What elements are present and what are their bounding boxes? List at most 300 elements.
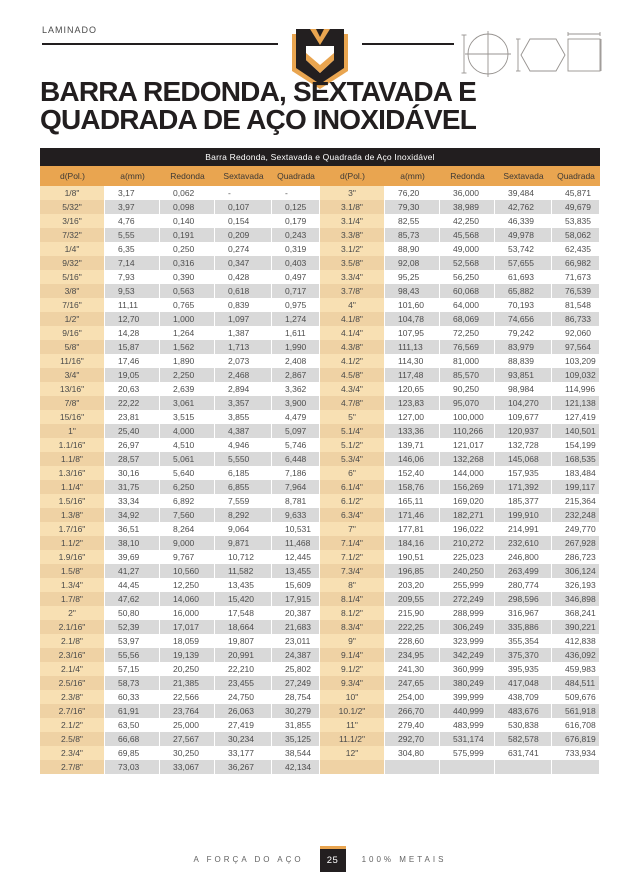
value-cell: 380,249 — [440, 676, 495, 690]
value-cell: 5,061 — [160, 452, 215, 466]
value-cell: 27,567 — [160, 732, 215, 746]
size-cell: 3/4" — [40, 368, 105, 382]
size-cell: 1.1/16" — [40, 438, 105, 452]
value-cell: 0,347 — [215, 256, 272, 270]
value-cell: 33,177 — [215, 746, 272, 760]
value-cell: 3,900 — [272, 396, 320, 410]
value-cell: 246,800 — [495, 550, 552, 564]
table-row — [40, 466, 600, 480]
value-cell: 346,898 — [552, 592, 600, 606]
column-header: Redonda — [170, 171, 205, 181]
value-cell: - — [272, 186, 320, 200]
table-caption: Barra Redonda, Sextavada e Quadrada de Aço Inoxidável — [40, 148, 600, 166]
value-cell: 70,193 — [495, 298, 552, 312]
size-cell: 2.5/16" — [40, 676, 105, 690]
value-cell: 90,250 — [440, 382, 495, 396]
value-cell: 101,60 — [385, 298, 440, 312]
value-cell: 42,134 — [272, 760, 320, 774]
value-cell: 575,999 — [440, 746, 495, 760]
size-cell: 1.5/16" — [40, 494, 105, 508]
size-cell: 2.3/16" — [40, 648, 105, 662]
value-cell: 4,479 — [272, 410, 320, 424]
table-row — [40, 606, 600, 620]
value-cell: 58,73 — [105, 676, 160, 690]
value-cell: 395,935 — [495, 662, 552, 676]
value-cell: 280,774 — [495, 578, 552, 592]
value-cell: 13,435 — [215, 578, 272, 592]
value-cell: 0,618 — [215, 284, 272, 298]
value-cell: 104,270 — [495, 396, 552, 410]
value-cell: 10,560 — [160, 564, 215, 578]
size-cell: 10" — [320, 690, 385, 704]
table-row — [40, 424, 600, 438]
value-cell: 459,983 — [552, 662, 600, 676]
value-cell: 81,000 — [440, 354, 495, 368]
value-cell: 228,60 — [385, 634, 440, 648]
value-cell: 49,000 — [440, 242, 495, 256]
value-cell: 34,92 — [105, 508, 160, 522]
size-cell: 4.1/2" — [320, 354, 385, 368]
value-cell: - — [215, 186, 272, 200]
value-cell: 0,403 — [272, 256, 320, 270]
value-cell: 53,835 — [552, 214, 600, 228]
value-cell: 184,16 — [385, 536, 440, 550]
table-row — [40, 438, 600, 452]
size-cell: 4.3/4" — [320, 382, 385, 396]
value-cell: 9,53 — [105, 284, 160, 298]
value-cell: 39,69 — [105, 550, 160, 564]
value-cell: 342,249 — [440, 648, 495, 662]
column-header: a(mm) — [120, 171, 145, 181]
value-cell: 24,750 — [215, 690, 272, 704]
value-cell: 11,468 — [272, 536, 320, 550]
value-cell: 26,063 — [215, 704, 272, 718]
value-cell: 390,221 — [552, 620, 600, 634]
table-row — [40, 452, 600, 466]
value-cell: 95,070 — [440, 396, 495, 410]
value-cell: 145,068 — [495, 452, 552, 466]
value-cell: 121,017 — [440, 438, 495, 452]
value-cell: 42,762 — [495, 200, 552, 214]
value-cell: 39,484 — [495, 186, 552, 200]
value-cell: 2,867 — [272, 368, 320, 382]
value-cell: 68,069 — [440, 312, 495, 326]
table-row — [40, 480, 600, 494]
value-cell: 6,855 — [215, 480, 272, 494]
size-cell: 9" — [320, 634, 385, 648]
value-cell: 5,55 — [105, 228, 160, 242]
value-cell: 0,140 — [160, 214, 215, 228]
value-cell: 304,80 — [385, 746, 440, 760]
value-cell: 4,387 — [215, 424, 272, 438]
column-header: Sextavada — [223, 171, 264, 181]
value-cell: 71,673 — [552, 270, 600, 284]
value-cell: 7,14 — [105, 256, 160, 270]
value-cell: 399,999 — [440, 690, 495, 704]
table-row — [40, 564, 600, 578]
size-cell: 7" — [320, 522, 385, 536]
value-cell: 360,999 — [440, 662, 495, 676]
value-cell: 15,609 — [272, 578, 320, 592]
value-cell: 0,717 — [272, 284, 320, 298]
size-cell: 2.7/8" — [40, 760, 105, 774]
size-cell: 2" — [40, 606, 105, 620]
size-cell: 7.1/2" — [320, 550, 385, 564]
size-cell: 3.5/8" — [320, 256, 385, 270]
value-cell: 152,40 — [385, 466, 440, 480]
value-cell: 110,266 — [440, 424, 495, 438]
bar-profile-diagrams — [460, 29, 602, 79]
value-cell: 196,85 — [385, 564, 440, 578]
value-cell: 288,999 — [440, 606, 495, 620]
value-cell: 9,000 — [160, 536, 215, 550]
value-cell: 1,387 — [215, 326, 272, 340]
size-cell: 1.7/8" — [40, 592, 105, 606]
value-cell: 440,999 — [440, 704, 495, 718]
value-cell: 20,991 — [215, 648, 272, 662]
value-cell: 127,00 — [385, 410, 440, 424]
value-cell: 171,46 — [385, 508, 440, 522]
value-cell: 234,95 — [385, 648, 440, 662]
page-number: 25 — [320, 846, 346, 872]
size-cell: 2.1/8" — [40, 634, 105, 648]
table-row — [40, 536, 600, 550]
value-cell: 3,061 — [160, 396, 215, 410]
value-cell: 8,781 — [272, 494, 320, 508]
value-cell: 6,448 — [272, 452, 320, 466]
value-cell: 114,996 — [552, 382, 600, 396]
value-cell: 3,515 — [160, 410, 215, 424]
size-cell: 10.1/2" — [320, 704, 385, 718]
value-cell: 45,871 — [552, 186, 600, 200]
value-cell: 92,060 — [552, 326, 600, 340]
value-cell: 676,819 — [552, 732, 600, 746]
value-cell: 0,125 — [272, 200, 320, 214]
value-cell: 79,30 — [385, 200, 440, 214]
value-cell: 190,51 — [385, 550, 440, 564]
size-cell: 3.1/8" — [320, 200, 385, 214]
size-cell: 8.1/2" — [320, 606, 385, 620]
value-cell: 61,91 — [105, 704, 160, 718]
size-cell: 2.3/4" — [40, 746, 105, 760]
size-cell: 8.3/4" — [320, 620, 385, 634]
value-cell: 171,392 — [495, 480, 552, 494]
value-cell: 1,713 — [215, 340, 272, 354]
value-cell: 12,70 — [105, 312, 160, 326]
table-row — [40, 508, 600, 522]
value-cell: 44,45 — [105, 578, 160, 592]
value-cell: 9,633 — [272, 508, 320, 522]
value-cell: 58,062 — [552, 228, 600, 242]
size-cell: 1.1/2" — [40, 536, 105, 550]
page-title-line2: QUADRADA DE AÇO INOXIDÁVEL — [40, 104, 477, 135]
size-cell: 5" — [320, 410, 385, 424]
category-label: LAMINADO — [42, 25, 98, 35]
value-cell: 0,563 — [160, 284, 215, 298]
value-cell: 1,890 — [160, 354, 215, 368]
value-cell: 140,501 — [552, 424, 600, 438]
value-cell: 1,990 — [272, 340, 320, 354]
value-cell: 31,75 — [105, 480, 160, 494]
column-header: d(Pol.) — [339, 171, 366, 181]
value-cell: 263,499 — [495, 564, 552, 578]
table-row — [40, 718, 600, 732]
square-bar-diagram-icon — [568, 32, 601, 71]
value-cell: 88,90 — [385, 242, 440, 256]
table-row — [40, 592, 600, 606]
table-row — [40, 200, 600, 214]
value-cell: 83,979 — [495, 340, 552, 354]
value-cell: 20,250 — [160, 662, 215, 676]
size-cell: 13/16" — [40, 382, 105, 396]
value-cell: 57,15 — [105, 662, 160, 676]
value-cell: 279,40 — [385, 718, 440, 732]
value-cell: 199,910 — [495, 508, 552, 522]
size-cell: 5.3/4" — [320, 452, 385, 466]
value-cell: 36,267 — [215, 760, 272, 774]
value-cell: 0,209 — [215, 228, 272, 242]
value-cell: 120,65 — [385, 382, 440, 396]
size-cell: 15/16" — [40, 410, 105, 424]
value-cell: 0,390 — [160, 270, 215, 284]
size-cell: 1/8" — [40, 186, 105, 200]
value-cell: 6,185 — [215, 466, 272, 480]
value-cell: 7,93 — [105, 270, 160, 284]
size-cell: 5.1/4" — [320, 424, 385, 438]
value-cell: 531,174 — [440, 732, 495, 746]
size-cell: 7/16" — [40, 298, 105, 312]
table-row — [40, 284, 600, 298]
value-cell: 69,85 — [105, 746, 160, 760]
table-row — [40, 312, 600, 326]
value-cell: 436,092 — [552, 648, 600, 662]
value-cell: 18,664 — [215, 620, 272, 634]
value-cell: 6,892 — [160, 494, 215, 508]
value-cell: 375,370 — [495, 648, 552, 662]
size-cell: 8.1/4" — [320, 592, 385, 606]
size-cell: 4.3/8" — [320, 340, 385, 354]
size-cell: 1.9/16" — [40, 550, 105, 564]
value-cell: 7,186 — [272, 466, 320, 480]
value-cell: 631,741 — [495, 746, 552, 760]
value-cell: 38,544 — [272, 746, 320, 760]
value-cell: 4,510 — [160, 438, 215, 452]
value-cell: 177,81 — [385, 522, 440, 536]
size-cell: 9.3/4" — [320, 676, 385, 690]
value-cell: 26,97 — [105, 438, 160, 452]
value-cell: 199,117 — [552, 480, 600, 494]
value-cell: 21,385 — [160, 676, 215, 690]
value-cell: 60,068 — [440, 284, 495, 298]
size-cell: 4.1/8" — [320, 312, 385, 326]
value-cell: 88,839 — [495, 354, 552, 368]
value-cell: 272,249 — [440, 592, 495, 606]
value-cell: 100,000 — [440, 410, 495, 424]
value-cell: 4,76 — [105, 214, 160, 228]
value-cell: 5,097 — [272, 424, 320, 438]
table-row — [40, 704, 600, 718]
value-cell: 2,468 — [215, 368, 272, 382]
value-cell: 79,242 — [495, 326, 552, 340]
value-cell: 36,51 — [105, 522, 160, 536]
value-cell: 28,57 — [105, 452, 160, 466]
value-cell: 17,017 — [160, 620, 215, 634]
value-cell: 209,55 — [385, 592, 440, 606]
value-cell: 0,154 — [215, 214, 272, 228]
size-cell: 3" — [320, 186, 385, 200]
value-cell: 240,250 — [440, 564, 495, 578]
size-cell: 1/4" — [40, 242, 105, 256]
value-cell: 2,073 — [215, 354, 272, 368]
value-cell: 12,445 — [272, 550, 320, 564]
value-cell: 267,928 — [552, 536, 600, 550]
value-cell: 3,97 — [105, 200, 160, 214]
value-cell: 30,234 — [215, 732, 272, 746]
value-cell: 17,46 — [105, 354, 160, 368]
value-cell: 0,839 — [215, 298, 272, 312]
value-cell: 255,999 — [440, 578, 495, 592]
size-cell: 6.1/4" — [320, 480, 385, 494]
size-cell: 7/8" — [40, 396, 105, 410]
value-cell: 1,097 — [215, 312, 272, 326]
size-cell — [320, 760, 385, 774]
value-cell: 0,243 — [272, 228, 320, 242]
value-cell: 144,000 — [440, 466, 495, 480]
size-cell: 8" — [320, 578, 385, 592]
value-cell: 6,35 — [105, 242, 160, 256]
value-cell: 22,566 — [160, 690, 215, 704]
value-cell: 11,11 — [105, 298, 160, 312]
table-row — [40, 494, 600, 508]
value-cell: 61,693 — [495, 270, 552, 284]
value-cell: 123,83 — [385, 396, 440, 410]
value-cell: 292,70 — [385, 732, 440, 746]
value-cell — [385, 760, 440, 774]
value-cell: 85,570 — [440, 368, 495, 382]
size-cell: 9/32" — [40, 256, 105, 270]
size-cell: 5/32" — [40, 200, 105, 214]
value-cell: 35,125 — [272, 732, 320, 746]
size-cell: 6" — [320, 466, 385, 480]
table-row — [40, 228, 600, 242]
size-cell: 2.1/16" — [40, 620, 105, 634]
size-cell: 2.5/8" — [40, 732, 105, 746]
table-row — [40, 732, 600, 746]
value-cell: 60,33 — [105, 690, 160, 704]
value-cell: 30,16 — [105, 466, 160, 480]
value-cell: 0,274 — [215, 242, 272, 256]
value-cell: 5,550 — [215, 452, 272, 466]
value-cell: 306,249 — [440, 620, 495, 634]
value-cell: 17,915 — [272, 592, 320, 606]
value-cell: 3,357 — [215, 396, 272, 410]
value-cell: 196,022 — [440, 522, 495, 536]
size-cell: 2.1/4" — [40, 662, 105, 676]
value-cell: 2,250 — [160, 368, 215, 382]
value-cell: 74,656 — [495, 312, 552, 326]
value-cell: 0,107 — [215, 200, 272, 214]
value-cell: 52,568 — [440, 256, 495, 270]
value-cell: 53,97 — [105, 634, 160, 648]
size-cell: 11.1/2" — [320, 732, 385, 746]
value-cell: 0,191 — [160, 228, 215, 242]
value-cell: 2,894 — [215, 382, 272, 396]
value-cell: 25,802 — [272, 662, 320, 676]
size-cell: 3.1/2" — [320, 242, 385, 256]
value-cell: 530,838 — [495, 718, 552, 732]
value-cell: 19,139 — [160, 648, 215, 662]
value-cell: 107,95 — [385, 326, 440, 340]
value-cell: 146,06 — [385, 452, 440, 466]
value-cell: 9,767 — [160, 550, 215, 564]
value-cell: 484,511 — [552, 676, 600, 690]
table-row — [40, 340, 600, 354]
value-cell: 127,419 — [552, 410, 600, 424]
size-cell: 4" — [320, 298, 385, 312]
value-cell: 45,568 — [440, 228, 495, 242]
value-cell: 0,062 — [160, 186, 215, 200]
table-row — [40, 760, 600, 774]
column-header: Sextavada — [503, 171, 544, 181]
value-cell: 335,886 — [495, 620, 552, 634]
value-cell: 3,17 — [105, 186, 160, 200]
size-cell: 11" — [320, 718, 385, 732]
value-cell: 19,807 — [215, 634, 272, 648]
size-cell: 7.1/4" — [320, 536, 385, 550]
size-cell: 11/16" — [40, 354, 105, 368]
table-row — [40, 690, 600, 704]
value-cell: 65,882 — [495, 284, 552, 298]
table-body — [40, 186, 600, 774]
value-cell: 98,984 — [495, 382, 552, 396]
value-cell: 21,683 — [272, 620, 320, 634]
value-cell: 2,639 — [160, 382, 215, 396]
value-cell: 326,193 — [552, 578, 600, 592]
column-header: Quadrada — [557, 171, 595, 181]
value-cell: 132,268 — [440, 452, 495, 466]
value-cell: 13,455 — [272, 564, 320, 578]
value-cell: 3,362 — [272, 382, 320, 396]
value-cell: 316,967 — [495, 606, 552, 620]
value-cell: 93,851 — [495, 368, 552, 382]
value-cell: 66,982 — [552, 256, 600, 270]
value-cell: 3,855 — [215, 410, 272, 424]
table-row — [40, 214, 600, 228]
value-cell: 18,059 — [160, 634, 215, 648]
value-cell: 24,387 — [272, 648, 320, 662]
value-cell: 306,124 — [552, 564, 600, 578]
value-cell: 232,610 — [495, 536, 552, 550]
table-row — [40, 620, 600, 634]
value-cell: 22,210 — [215, 662, 272, 676]
value-cell: 50,80 — [105, 606, 160, 620]
size-cell: 1.3/8" — [40, 508, 105, 522]
table-row — [40, 382, 600, 396]
value-cell: 30,250 — [160, 746, 215, 760]
value-cell: 17,548 — [215, 606, 272, 620]
value-cell: 36,000 — [440, 186, 495, 200]
value-cell: 4,000 — [160, 424, 215, 438]
size-cell: 9.1/4" — [320, 648, 385, 662]
table-row — [40, 578, 600, 592]
size-cell: 9/16" — [40, 326, 105, 340]
value-cell: 5,640 — [160, 466, 215, 480]
value-cell: 9,871 — [215, 536, 272, 550]
table-row — [40, 396, 600, 410]
value-cell: 165,11 — [385, 494, 440, 508]
size-cell: 5/16" — [40, 270, 105, 284]
value-cell: 323,999 — [440, 634, 495, 648]
